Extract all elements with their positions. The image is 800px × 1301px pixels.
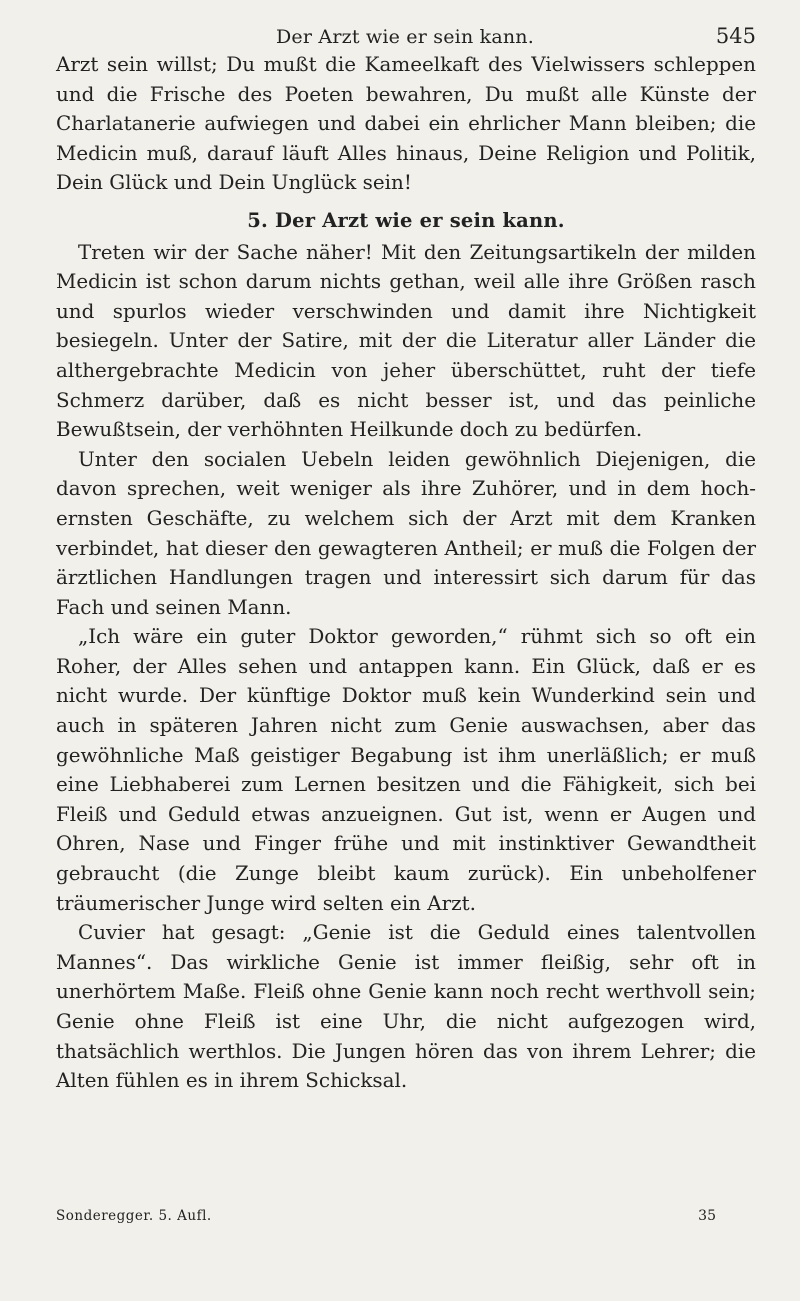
paragraph: Unter den socialen Uebeln leiden gewöhnlich Diejenigen, die davon sprechen, weit weniger als ihre Zuhörer, und in dem hoch-ernsten Geschäfte, zu welchem sich der Arzt mit dem Kranken verbindet, hat dieser den gewagteren Antheil; er muß die Folgen der ärztlichen Handlungen tragen und interessirt sich darum für das Fach und seinen Mann. [56, 447, 756, 619]
paragraph: „Ich wäre ein guter Doktor geworden,“ rühmt sich so oft ein Roher, der Alles sehen und antappen kann. Ein Glück, daß er es nicht wurde. Der künftige Doktor muß kein Wunderkind sein und auch in späteren Jahren nicht zum Genie auswachsen, aber das gewöhnliche Maß geistiger Begabung ist ihm unerläßlich; er muß eine Liebhaberei zum Lernen besitzen und die Fähigkeit, sich bei Fleiß und Geduld etwas anzueignen. Gut ist, wenn er Augen und Ohren, Nase und Finger frühe und mit instinktiver Gewandtheit gebraucht (die Zunge bleibt kaum zurück). Ein unbeholfener träumerischer Junge wird selten ein Arzt. [56, 625, 756, 915]
page-number: 545 [715, 24, 756, 48]
sheet-number: 35 [698, 1208, 716, 1224]
text-body [56, 50, 756, 1096]
printer-signature: Sonderegger. 5. Aufl. [56, 1208, 212, 1224]
paragraph-continuation: Arzt sein willst; Du mußt die Kameelkaft des Vielwissers schleppen und die Frische des Poeten bewahren, Du mußt alle Künste der Charlatanerie aufwiegen und dabei ein ehrlicher Mann bleiben; die Medicin muß, darauf läuft Alles hinaus, Deine Religion und Politik, Dein Glück und Dein Unglück sein! [56, 53, 756, 195]
paragraph: Treten wir der Sache näher! Mit den Zeitungsartikeln der milden Medicin ist schon darum nichts gethan, weil alle ihre Größen rasch und spurlos wieder verschwinden und damit ihre Nichtigkeit besiegeln. Unter der Satire, mit der die Literatur aller Länder die althergebrachte Medicin von jeher überschüttet, ruht der tiefe Schmerz darüber, daß es nicht besser ist, und das peinliche Bewußtsein, der verhöhnten Heilkunde doch zu bedürfen. [56, 240, 756, 442]
paragraph: Cuvier hat gesagt: „Genie ist die Geduld eines talentvollen Mannes“. Das wirkliche Genie ist immer fleißig, sehr oft in unerhörtem Maße. Fleiß ohne Genie kann noch recht werthvoll sein; Genie ohne Fleiß ist eine Uhr, die nicht aufgezogen wird, thatsächlich werthlos. Die Jungen hören das von ihrem Lehrer; die Alten fühlen es in ihrem Schicksal. [56, 921, 756, 1093]
page-footer [56, 1208, 756, 1232]
book-page [56, 0, 756, 1301]
section-heading: 5. Der Arzt wie er sein kann. [247, 208, 565, 232]
running-title: Der Arzt wie er sein kann. [276, 26, 534, 48]
